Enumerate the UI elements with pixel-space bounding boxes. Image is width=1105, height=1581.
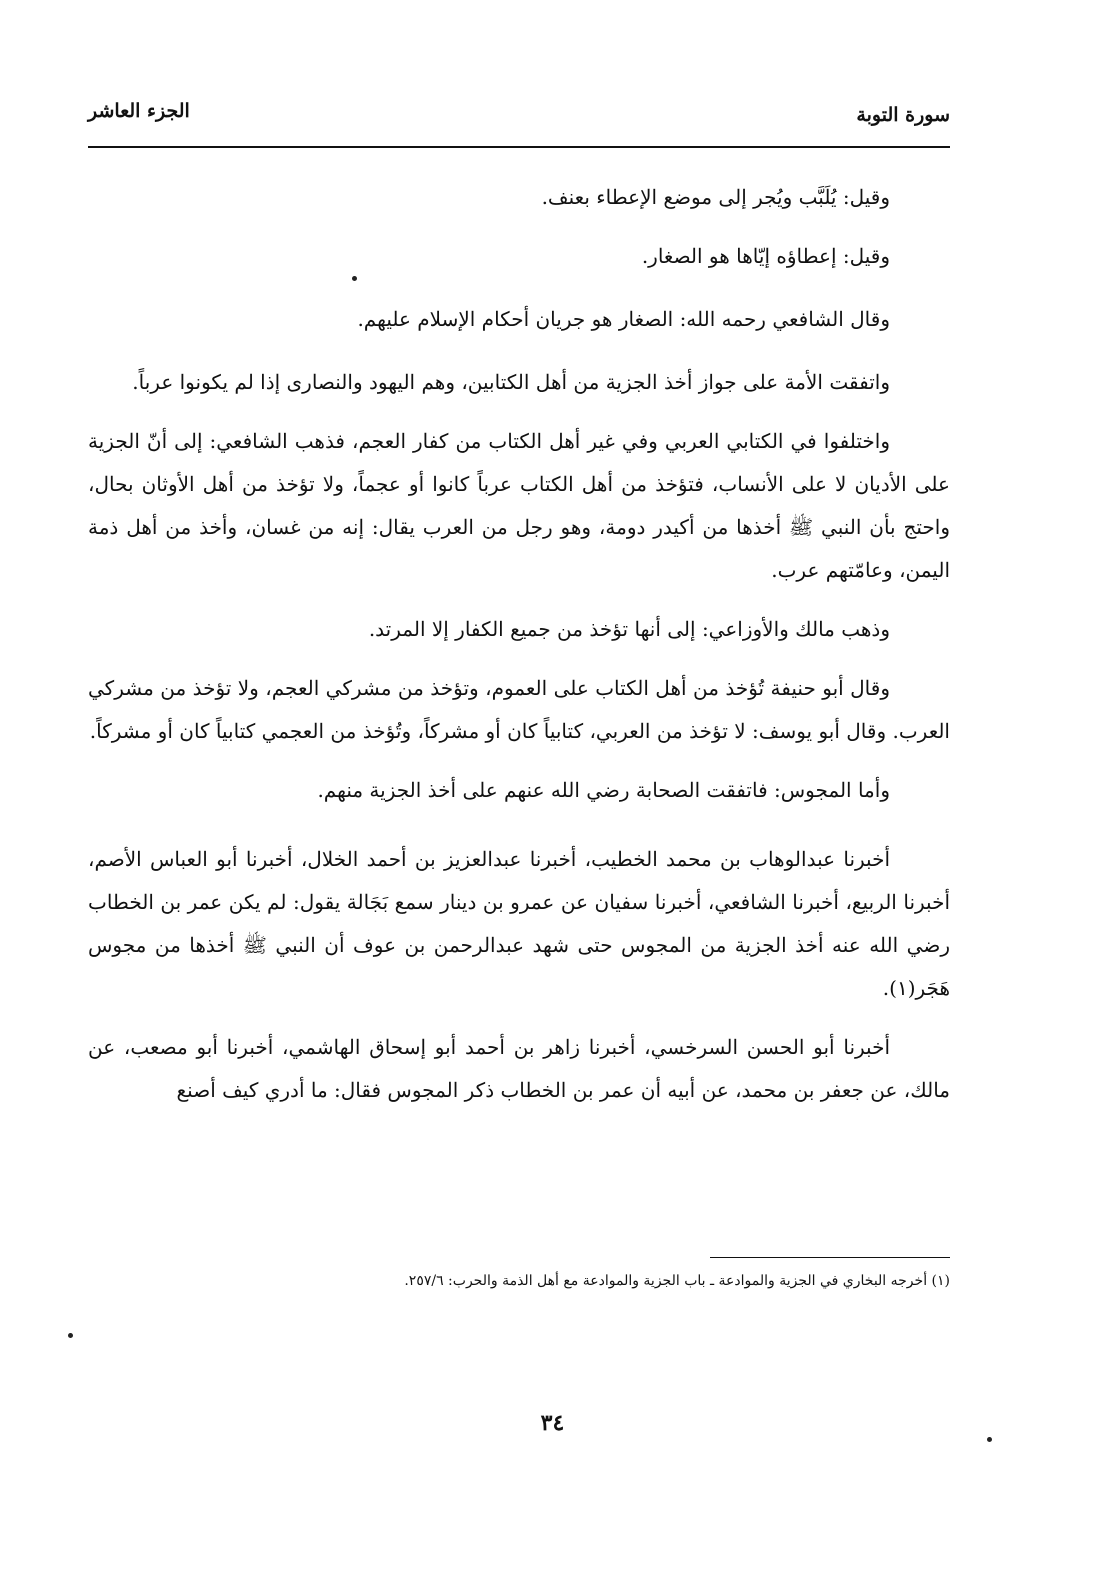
paragraph: واختلفوا في الكتابي العربي وفي غير أهل الكتاب من كفار العجم، فذهب الشافعي: إلى أنّ الجزية على الأديان لا على الأنساب، فتؤخذ من أهل الكتاب عرباً كانوا أو عجماً، ولا تؤخذ من أهل الأوثان بحال، واحتج بأن النبي ﷺ أخذها من أكيدر دومة، وهو رجل من العرب يقال: إنه من غسان، وأخذ من أهل ذمة اليمن، وعامّتهم عرب. bbox=[88, 429, 950, 582]
paragraph: وقيل: يُلَبَّب ويُجر إلى موضع الإعطاء بعنف. bbox=[541, 185, 890, 209]
paragraph: واتفقت الأمة على جواز أخذ الجزية من أهل الكتابين، وهم اليهود والنصارى إذا لم يكونوا عرباً. bbox=[132, 370, 890, 394]
paragraph: أخبرنا أبو الحسن السرخسي، أخبرنا زاهر بن أحمد أبو إسحاق الهاشمي، أخبرنا أبو مصعب، عن مالك، عن جعفر بن محمد، عن أبيه أن عمر بن الخطاب ذكر المجوس فقال: ما أدري كيف أصنع bbox=[88, 1035, 950, 1102]
speck bbox=[352, 276, 357, 281]
page-number: ٣٤ bbox=[540, 1410, 565, 1436]
page-body bbox=[88, 176, 950, 1112]
paragraph: وذهب مالك والأوزاعي: إلى أنها تؤخذ من جميع الكفار إلا المرتد. bbox=[368, 617, 890, 641]
paragraph: وقال أبو حنيفة تُؤخذ من أهل الكتاب على العموم، وتؤخذ من مشركي العجم، ولا تؤخذ من مشركي العرب. وقال أبو يوسف: لا تؤخذ من العربي، كتابياً كان أو مشركاً، وتُؤخذ من العجمي كتابياً كان أو مشركاً. bbox=[88, 676, 950, 743]
juz-title: الجزء العاشر bbox=[88, 100, 190, 122]
header-rule bbox=[88, 146, 950, 148]
surah-title: سورة التوبة bbox=[856, 104, 950, 126]
paragraph: وقال الشافعي رحمه الله: الصغار هو جريان أحكام الإسلام عليهم. bbox=[357, 307, 890, 331]
footnote: (١) أخرجه البخاري في الجزية والموادعة ـ باب الجزية والموادعة مع أهل الذمة والحرب: ٢٥٧/٦. bbox=[404, 1273, 950, 1289]
running-header bbox=[88, 100, 950, 136]
speck bbox=[68, 1333, 73, 1338]
paragraph: وأما المجوس: فاتفقت الصحابة رضي الله عنهم على أخذ الجزية منهم. bbox=[317, 778, 890, 802]
footnote-rule bbox=[710, 1257, 950, 1258]
paragraph: أخبرنا عبدالوهاب بن محمد الخطيب، أخبرنا عبدالعزيز بن أحمد الخلال، أخبرنا أبو العباس الأصم، أخبرنا الربيع، أخبرنا الشافعي، أخبرنا سفيان عن عمرو بن دينار سمع بَجَالة يقول: لم يكن عمر بن الخطاب رضي الله عنه أخذ الجزية من المجوس حتى شهد عبدالرحمن بن عوف أن النبي ﷺ أخذها من مجوس هَجَر(١). bbox=[88, 847, 950, 1000]
paragraph: وقيل: إعطاؤه إيّاها هو الصغار. bbox=[641, 244, 890, 268]
speck bbox=[987, 1437, 992, 1442]
